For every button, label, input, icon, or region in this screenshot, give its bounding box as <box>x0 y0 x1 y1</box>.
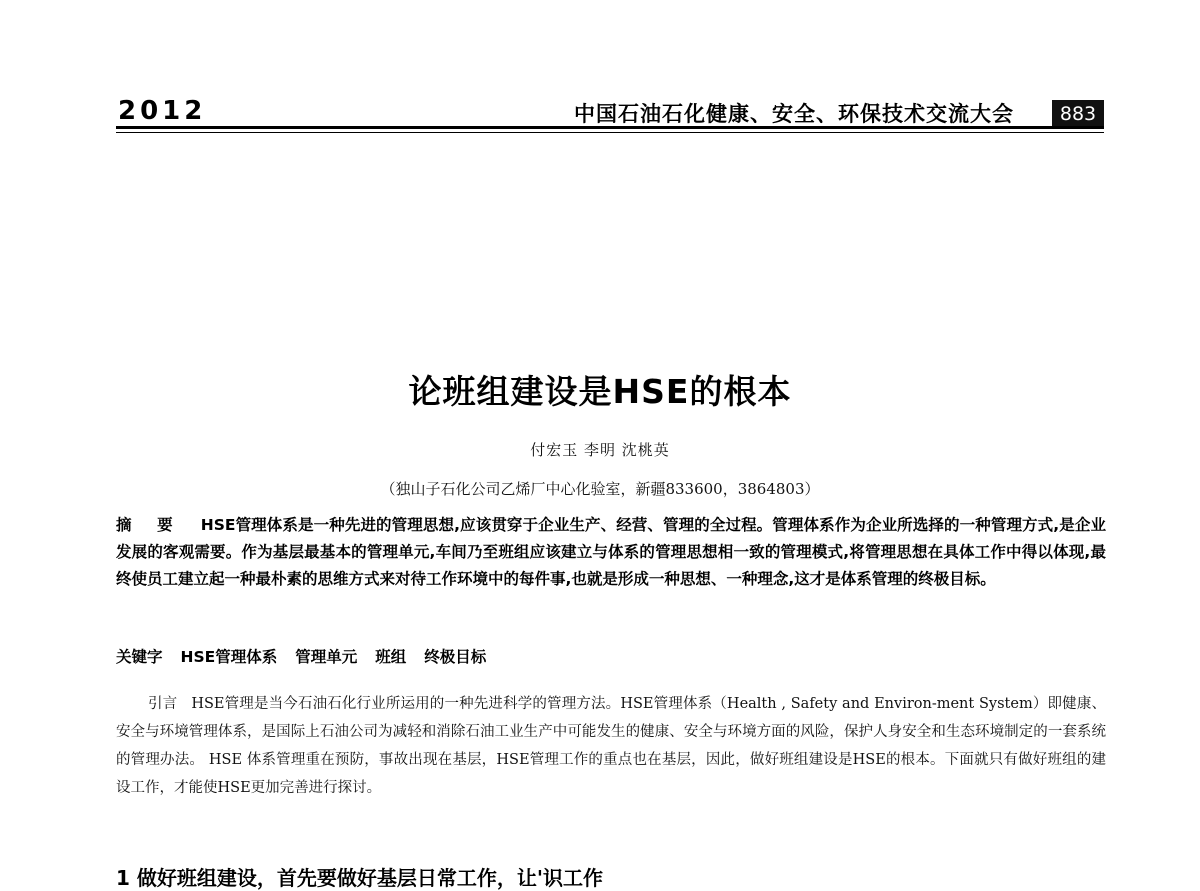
keyword-item: 管理单元 <box>295 648 358 666</box>
keywords-block <box>116 645 1106 667</box>
header-rule-thick <box>116 126 1104 129</box>
header-rule-thin <box>116 132 1104 133</box>
article-authors: 付宏玉 李明 沈桃英 <box>530 441 670 459</box>
intro-lead: 引言 <box>148 696 178 712</box>
section-heading-1: 1 做好班组建设，首先要做好基层日常工作，让'识工作 <box>116 866 604 890</box>
article-title: 论班组建设是HSE的根本 <box>408 372 792 411</box>
intro-paragraph <box>116 690 1106 802</box>
abstract-label: 摘 要 <box>116 516 183 534</box>
abstract-block <box>116 512 1106 593</box>
header-page-number: 883 <box>1052 100 1104 128</box>
article-affiliation: （独山子石化公司乙烯厂中心化验室，新疆833600，3864803） <box>380 480 820 498</box>
keyword-item: 班组 <box>375 648 407 666</box>
intro-text: HSE管理是当今石油石化行业所运用的一种先进科学的管理方法。HSE管理体系（Health , Safety and Environ-ment System）即健康、安全与环境管理体系，是国际上石油公司为减轻和消除石油工业生产中可能发生的健康、安全与环境方面的风险，保护人身安全和生态环境制定的一套系统的管理办法。 HSE 体系管理重在预防，事故出现在基层，HSE管理工作的重点也在基层，因此，做好班组建设是HSE的根本。下面就只有做好班组的建设工作，才能使HSE更加完善进行探讨。 <box>116 696 1106 796</box>
header-year: 2012 <box>118 96 207 126</box>
keyword-item: 终极目标 <box>424 648 487 666</box>
keywords-label: 关键字 <box>116 648 163 666</box>
keyword-item: HSE管理体系 <box>180 648 278 666</box>
header-conference-title: 中国石油石化健康、安全、环保技术交流大会 <box>574 102 1014 126</box>
abstract-text: HSE管理体系是一种先进的管理思想,应该贯穿于企业生产、经营、管理的全过程。管理体系作为企业所选择的一种管理方式,是企业发展的客观需要。作为基层最基本的管理单元,车间乃至班组应该建立与体系的管理思想相一致的管理模式,将管理思想在具体工作中得以体现,最终使员工建立起一种最朴素的思维方式来对待工作环境中的每件事,也就是形成一种思想、一种理念,这才是体系管理的终极目标。 <box>116 516 1106 588</box>
